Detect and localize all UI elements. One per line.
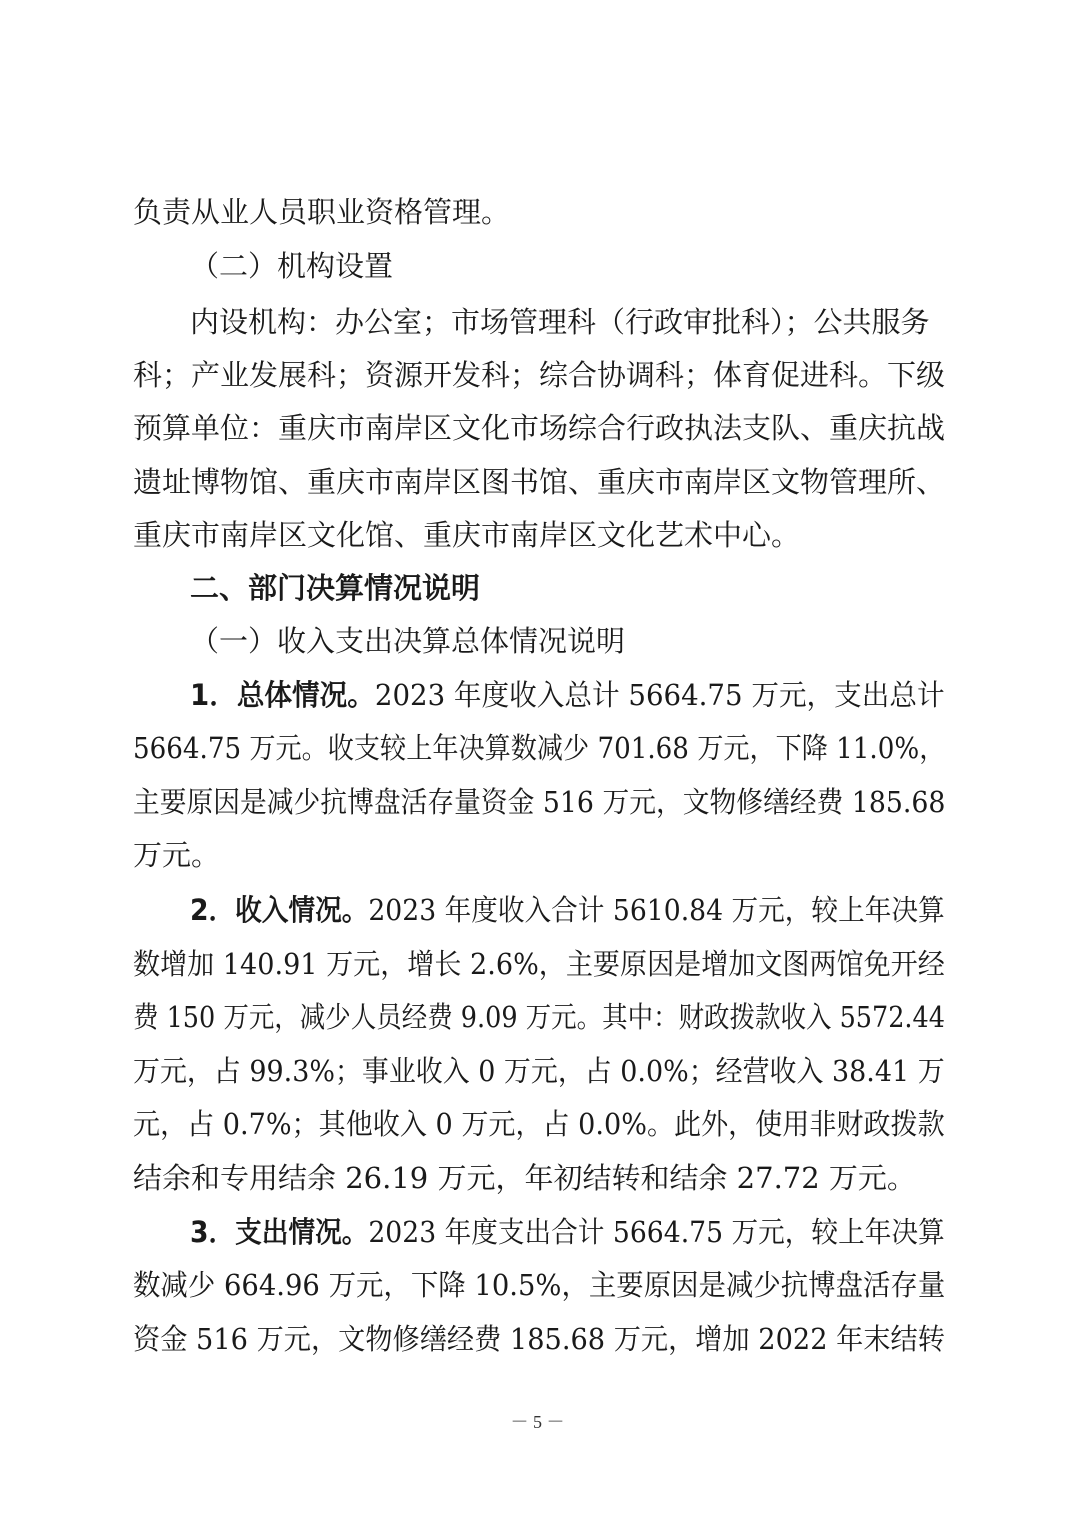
text-line: 重庆市南岸区文化馆、重庆市南岸区文化艺术中心。 [133,518,801,552]
text-line: 负责从业人员职业资格管理。 [133,195,511,229]
paragraph-income-first-line [190,890,945,930]
chapter-heading: 二、部门决算情况说明 [190,571,481,605]
text-line: 主要原因是减少抗博盘活存量资金 516 万元，文物修缮经费 185.68 [133,785,946,819]
paragraph-text: 2023 年度收入总计 5664.75 万元，支出总计 [374,678,945,712]
paragraph-expense-first-line [190,1212,945,1252]
paragraph-lead: 3．支出情况。 [190,1215,369,1249]
text-line: 遗址博物馆、重庆市南岸区图书馆、重庆市南岸区文物管理所、 [133,465,946,499]
paragraph-overall-first-line [190,675,945,715]
paragraph-text: 2023 年度收入合计 5610.84 万元，较上年决算 [368,893,945,927]
paragraph-lead: 1．总体情况。 [190,678,375,712]
paragraph-lead: 2．收入情况。 [190,893,369,927]
text-line: 内设机构：办公室；市场管理科（行政审批科）；公共服务 [190,305,930,339]
text-line: 结余和专用结余 26.19 万元，年初结转和结余 27.72 万元。 [133,1161,916,1195]
text-line: 元，占 0.7%；其他收入 0 万元，占 0.0%。此外，使用非财政拨款 [133,1107,945,1141]
text-line: 5664.75 万元。收支较上年决算数减少 701.68 万元，下降 11.0%， [133,731,946,765]
text-line: 万元，占 99.3%；事业收入 0 万元，占 0.0%；经营收入 38.41 万 [133,1054,945,1088]
text-line: 数增加 140.91 万元，增长 2.6%，主要原因是增加文图两馆免开经 [133,947,945,981]
text-line: 数减少 664.96 万元，下降 10.5%，主要原因是减少抗博盘活存量 [133,1268,946,1302]
page-number: － 5 － [510,1412,565,1432]
text-line: 预算单位：重庆市南岸区文化市场综合行政执法支队、重庆抗战 [133,411,946,445]
paragraph-text: 2023 年度支出合计 5664.75 万元，较上年决算 [368,1215,945,1249]
text-line: 资金 516 万元，文物修缮经费 185.68 万元，增加 2022 年末结转 [133,1322,945,1356]
section-heading: （二）机构设置 [190,249,394,283]
text-line: 费 150 万元，减少人员经费 9.09 万元。其中：财政拨款收入 5572.44 [133,1000,945,1034]
section-heading: （一）收入支出决算总体情况说明 [190,624,626,658]
text-line: 科；产业发展科；资源开发科；综合协调科；体育促进科。下级 [133,358,946,392]
text-line: 万元。 [133,838,221,872]
